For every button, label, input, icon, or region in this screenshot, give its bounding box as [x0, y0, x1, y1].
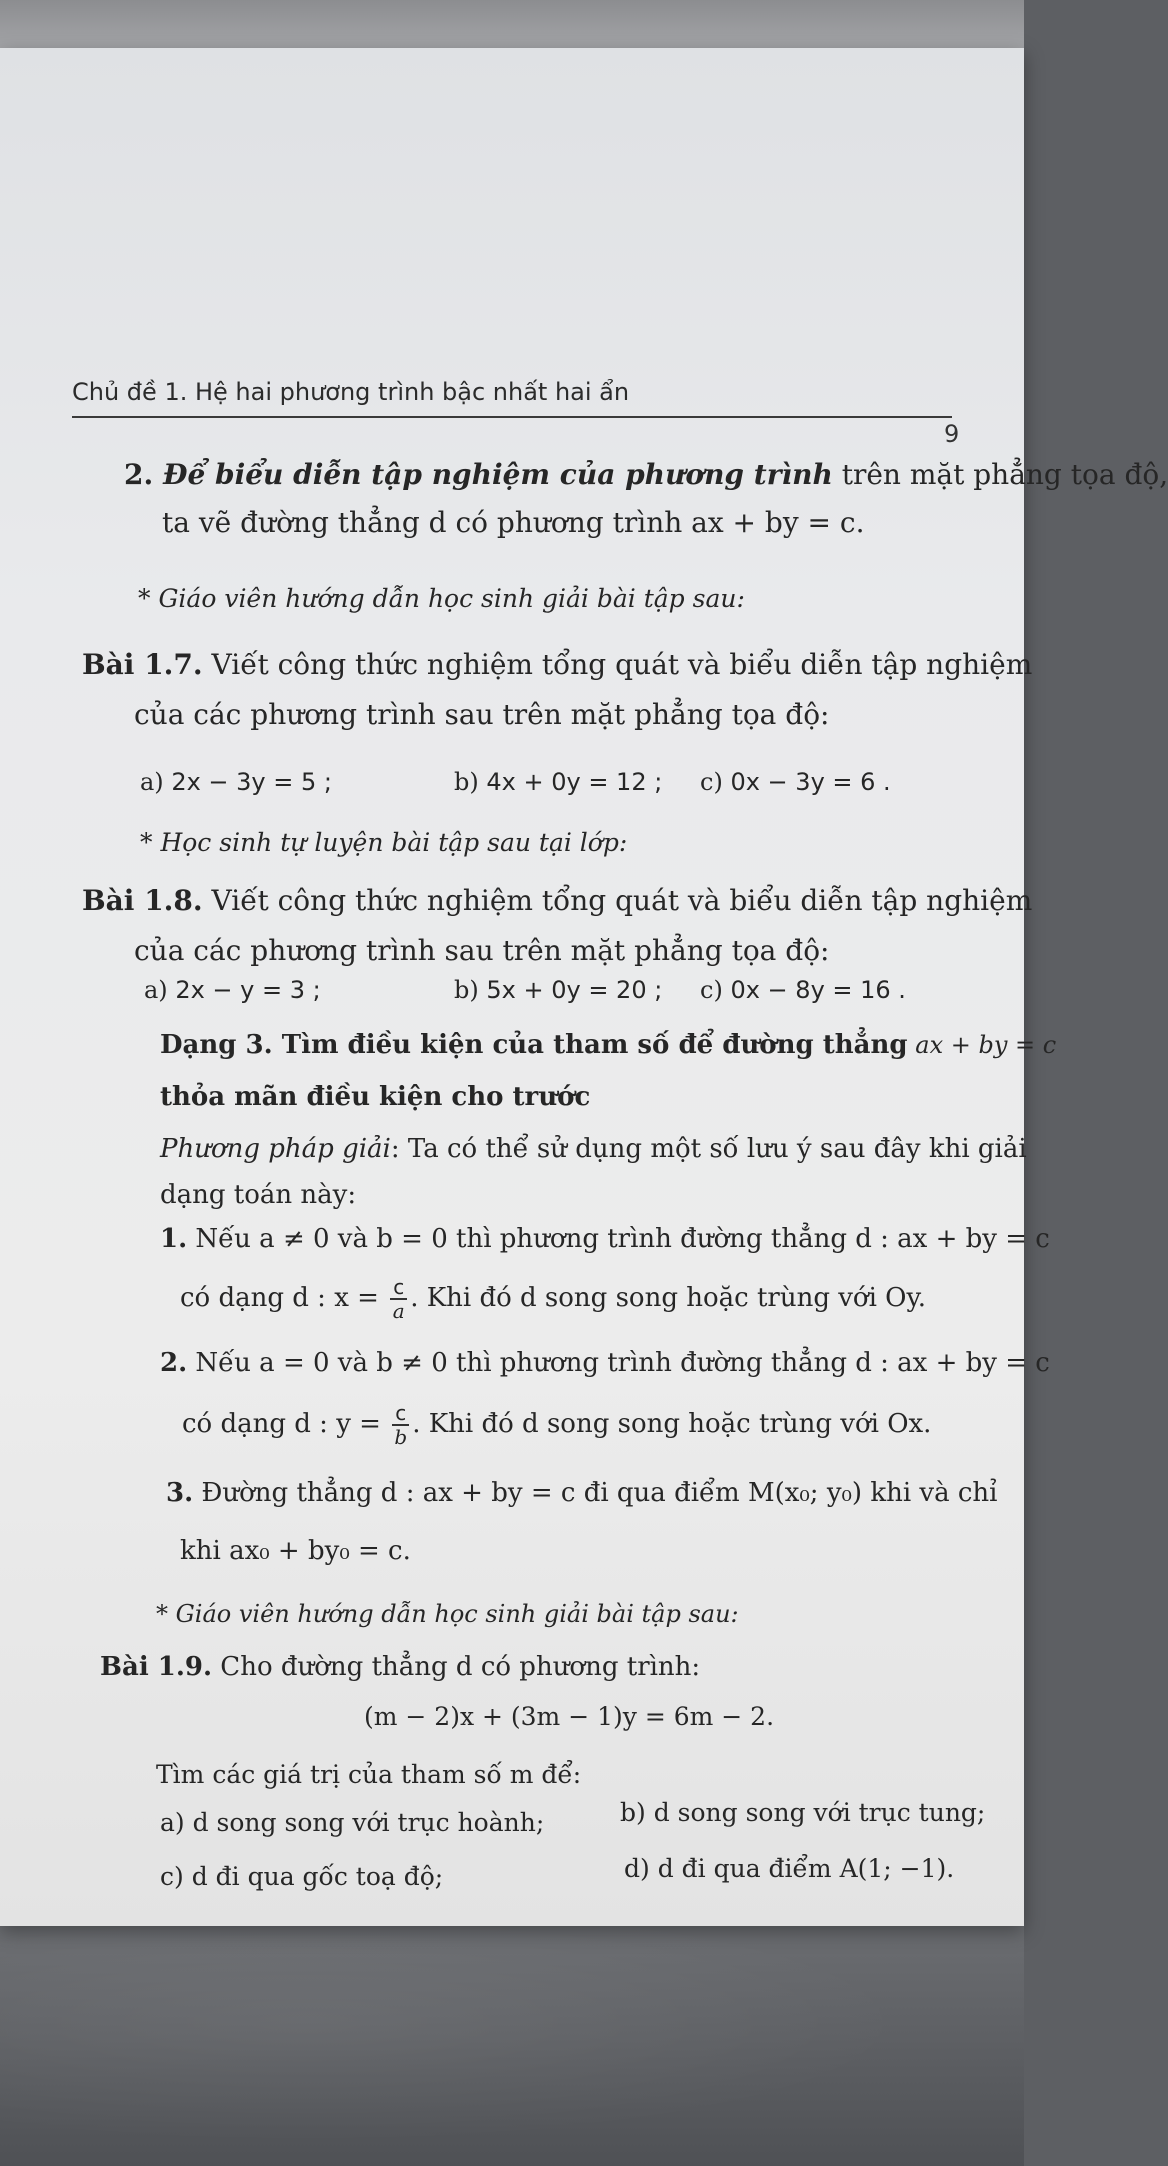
- bai18-a: [144, 976, 321, 1004]
- rule2-number: 2.: [160, 1348, 188, 1378]
- bai19-option-d: d) d đi qua điểm A(1; −1).: [624, 1854, 955, 1883]
- rule1-form: [180, 1276, 926, 1322]
- rule2-frac-den: b: [394, 1425, 408, 1449]
- book-page: [0, 48, 1168, 1926]
- dang3-title-line1: [160, 1030, 1056, 1060]
- rule3-line2: khi ax₀ + by₀ = c.: [180, 1536, 411, 1566]
- bai17-b-eq: 4x + 0y = 12 ;: [486, 768, 663, 796]
- bai19-prompt: Tìm các giá trị của tham số m để:: [156, 1760, 582, 1789]
- item2-rest: trên mặt phẳng tọa độ,: [832, 458, 1168, 491]
- item2-line2: ta vẽ đường thẳng d có phương trình ax + by = c.: [162, 506, 865, 539]
- rule2-line1: [160, 1348, 1050, 1378]
- rule1-line1: [160, 1224, 1050, 1254]
- rule2-form: [182, 1402, 931, 1448]
- bai18-label: Bài 1.8.: [82, 884, 203, 917]
- rule2-fraction: [392, 1402, 409, 1448]
- rule1-text: Nếu a ≠ 0 và b = 0 thì phương trình đường thẳng d : ax + by = c: [187, 1224, 1050, 1254]
- bai19-label: Bài 1.9.: [100, 1652, 213, 1682]
- bai17-line2: của các phương trình sau trên mặt phẳng tọa độ:: [134, 698, 830, 731]
- bai18-a-label: a): [144, 976, 168, 1004]
- item2-number: 2.: [124, 458, 154, 491]
- bai19-line1: [100, 1652, 700, 1682]
- bai17-a-label: a): [140, 768, 164, 796]
- rule3-text: Đường thẳng d : ax + by = c đi qua điểm M(x₀; y₀) khi và chỉ: [193, 1478, 998, 1508]
- bai18-b-label: b): [454, 976, 479, 1004]
- rule2-frac-num: c: [392, 1402, 409, 1426]
- rule1-frac-num: c: [390, 1276, 407, 1300]
- header-rule: [72, 416, 952, 418]
- bai18-b-eq: 5x + 0y = 20 ;: [486, 976, 663, 1004]
- dang3-title-math: ax + by = c: [907, 1031, 1057, 1059]
- rule1-form-suffix: . Khi đó d song song hoặc trùng với Oy.: [410, 1283, 926, 1313]
- item2-italic: Để biểu diễn tập nghiệm của phương trình: [162, 458, 833, 491]
- bai19-text1: Cho đường thẳng d có phương trình:: [212, 1652, 701, 1682]
- bai18-c-eq: 0x − 8y = 16 .: [730, 976, 906, 1004]
- rule2-form-prefix: có dạng d : y =: [182, 1409, 390, 1439]
- bai17-line1: [82, 648, 1032, 681]
- bai17-b-label: b): [454, 768, 479, 796]
- background-fabric: [0, 1926, 1024, 2166]
- note-teacher-1: * Giáo viên hướng dẫn học sinh giải bài tập sau:: [138, 584, 745, 613]
- item2-line1: [124, 458, 1168, 491]
- bai19-option-b: b) d song song với trục tung;: [620, 1798, 986, 1827]
- page-content: [0, 48, 1168, 1926]
- bai18-text1: Viết công thức nghiệm tổng quát và biểu diễn tập nghiệm: [202, 884, 1033, 917]
- rule1-frac-den: a: [392, 1299, 405, 1323]
- bai17-c-eq: 0x − 3y = 6 .: [730, 768, 891, 796]
- dang3-title: Dạng 3. Tìm điều kiện của tham số để đường thẳng: [160, 1030, 908, 1060]
- bai17-c-label: c): [700, 768, 723, 796]
- bai17-b: [454, 768, 662, 796]
- bai19-option-c: c) d đi qua gốc toạ độ;: [160, 1862, 444, 1891]
- rule2-form-suffix: . Khi đó d song song hoặc trùng với Ox.: [412, 1409, 932, 1439]
- bai18-c: [700, 976, 906, 1004]
- bai17-a: [140, 768, 332, 796]
- bai18-c-label: c): [700, 976, 723, 1004]
- rule1-number: 1.: [160, 1224, 188, 1254]
- rule3-number: 3.: [166, 1478, 194, 1508]
- chapter-header: Chủ đề 1. Hệ hai phương trình bậc nhất hai ẩn: [72, 378, 630, 406]
- rule1-fraction: [390, 1276, 407, 1322]
- rule3-line1: [166, 1478, 998, 1508]
- bai18-line2: của các phương trình sau trên mặt phẳng tọa độ:: [134, 934, 830, 967]
- rule2-text: Nếu a = 0 và b ≠ 0 thì phương trình đường thẳng d : ax + by = c: [187, 1348, 1050, 1378]
- bai17-label: Bài 1.7.: [82, 648, 203, 681]
- bai17-c: [700, 768, 891, 796]
- note-student: * Học sinh tự luyện bài tập sau tại lớp:: [140, 828, 628, 857]
- note-teacher-2: * Giáo viên hướng dẫn học sinh giải bài tập sau:: [156, 1600, 739, 1628]
- method-text: : Ta có thể sử dụng một số lưu ý sau đây khi giải: [390, 1134, 1027, 1164]
- method-line1: [160, 1134, 1027, 1164]
- bai19-option-a: a) d song song với trục hoành;: [160, 1808, 545, 1837]
- bai17-a-eq: 2x − 3y = 5 ;: [171, 768, 332, 796]
- bai18-line1: [82, 884, 1032, 917]
- bai17-text1: Viết công thức nghiệm tổng quát và biểu diễn tập nghiệm: [202, 648, 1033, 681]
- rule1-form-prefix: có dạng d : x =: [180, 1283, 388, 1313]
- page-number: 9: [944, 420, 960, 448]
- bai18-a-eq: 2x − y = 3 ;: [175, 976, 321, 1004]
- method-line2: dạng toán này:: [160, 1180, 357, 1210]
- bai18-b: [454, 976, 662, 1004]
- method-label: Phương pháp giải: [160, 1134, 391, 1164]
- bai19-equation: (m − 2)x + (3m − 1)y = 6m − 2.: [364, 1702, 775, 1731]
- dang3-title-line2: thỏa mãn điều kiện cho trước: [160, 1082, 591, 1112]
